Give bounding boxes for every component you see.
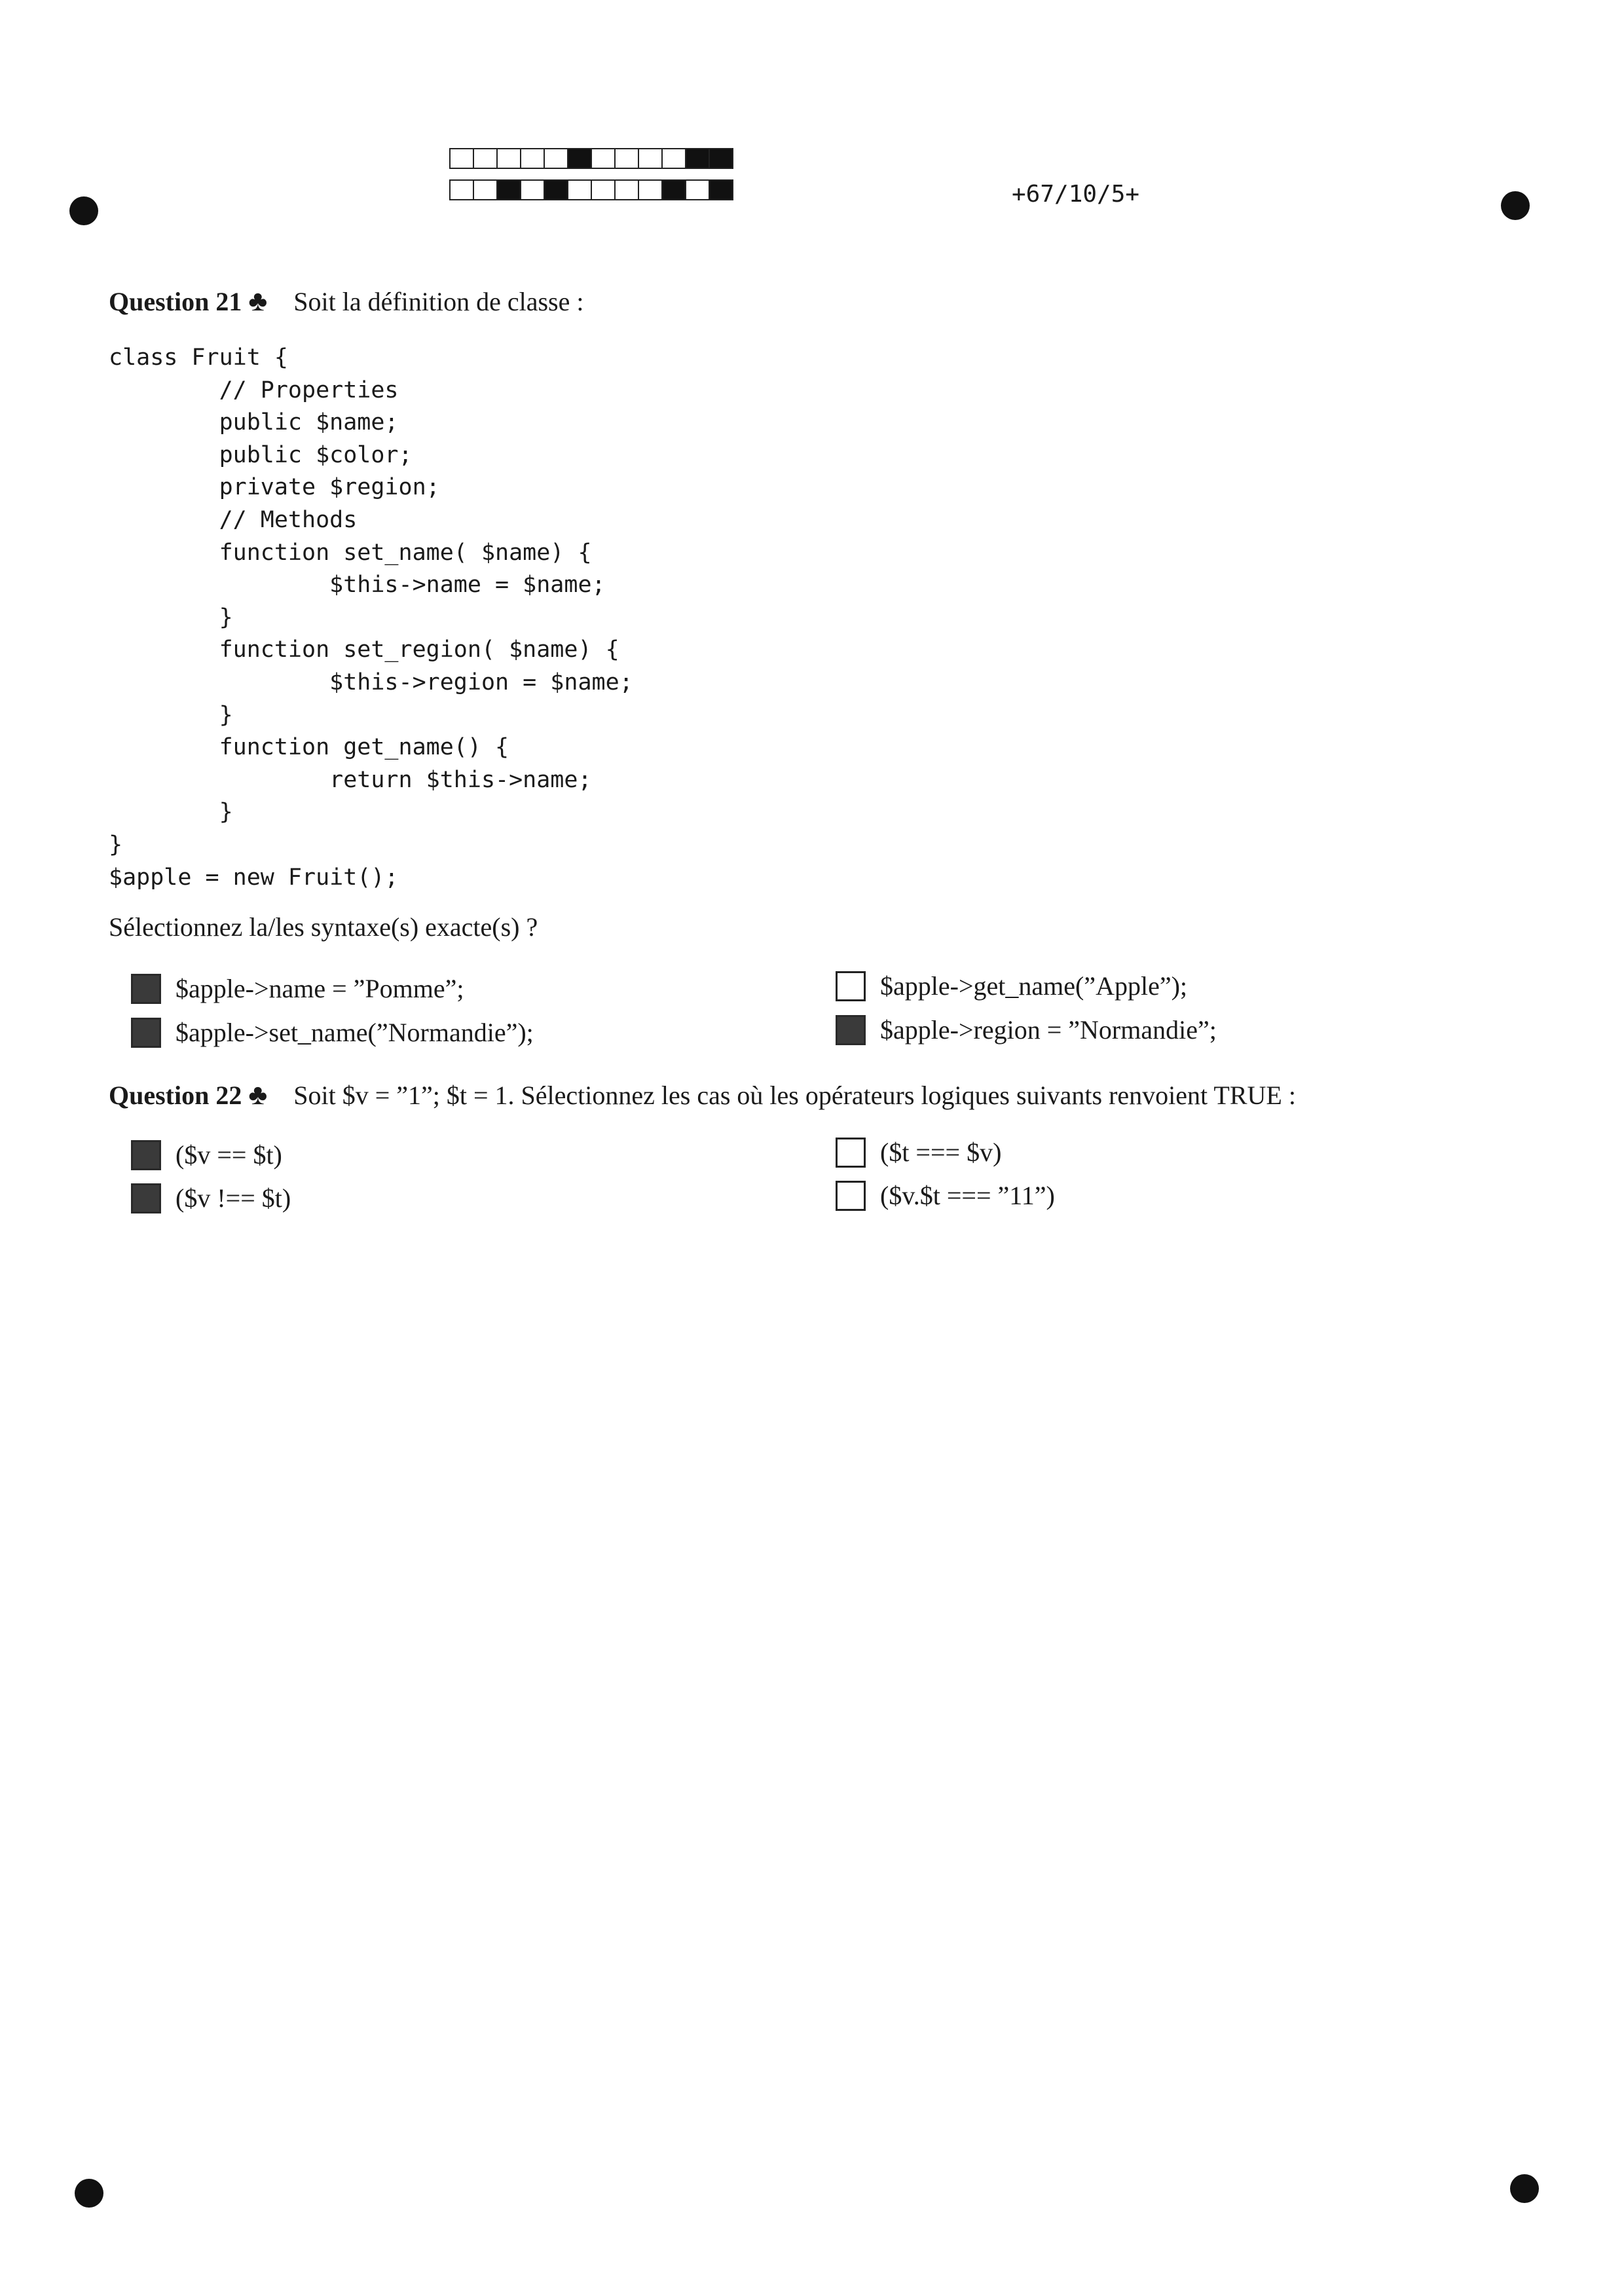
question-21-header — [109, 284, 583, 318]
id-code-cell — [638, 148, 663, 169]
option-label: $apple->name = ”Pomme”; — [175, 974, 464, 1003]
id-code-cell — [709, 148, 733, 169]
checkbox[interactable] — [836, 1015, 866, 1045]
option-label: $apple->set_name(”Normandie”); — [175, 1018, 534, 1047]
id-code-cell — [614, 148, 639, 169]
checkbox[interactable] — [836, 1138, 866, 1168]
answer-option[interactable] — [836, 1180, 1055, 1211]
id-code-cell — [496, 179, 521, 200]
id-code-cell — [496, 148, 521, 169]
answer-option[interactable] — [131, 1183, 291, 1213]
question-prompt: Sélectionnez la/les syntaxe(s) exacte(s) ? — [109, 912, 538, 942]
answer-option[interactable] — [131, 973, 464, 1004]
checkbox[interactable] — [131, 1140, 161, 1170]
id-code-cell — [591, 179, 616, 200]
id-code-row — [451, 179, 733, 202]
id-code-cell — [685, 179, 710, 200]
checkbox[interactable] — [836, 1181, 866, 1211]
id-code-cell — [473, 179, 498, 200]
id-code-cell — [449, 148, 474, 169]
club-icon: ♣ — [248, 285, 268, 317]
id-code-cell — [591, 148, 616, 169]
id-code-cell — [544, 148, 568, 169]
id-code-cell — [567, 148, 592, 169]
checkbox[interactable] — [131, 974, 161, 1004]
question-title: Question 21 — [109, 287, 242, 316]
id-code-cell — [661, 148, 686, 169]
option-label: $apple->region = ”Normandie”; — [880, 1015, 1217, 1045]
id-code-cell — [638, 179, 663, 200]
answer-option[interactable] — [836, 1014, 1217, 1045]
question-intro: Soit $v = ”1”; $t = 1. Sélectionnez les cas où les opérateurs logiques suivants renvoient TRUE : — [293, 1081, 1296, 1110]
id-code-cell — [520, 179, 545, 200]
id-code-cell — [661, 179, 686, 200]
id-code-cell — [520, 148, 545, 169]
id-code-cell — [567, 179, 592, 200]
checkbox[interactable] — [131, 1018, 161, 1048]
id-code-cell — [614, 179, 639, 200]
answer-option[interactable] — [131, 1139, 282, 1170]
option-label: ($t === $v) — [880, 1138, 1002, 1167]
registration-dot-bottom-right — [1510, 2174, 1539, 2203]
id-code-cell — [544, 179, 568, 200]
page-code: +67/10/5+ — [1012, 181, 1140, 208]
checkbox[interactable] — [836, 971, 866, 1001]
answer-option[interactable] — [836, 1137, 1001, 1168]
registration-dot-top-left — [69, 196, 98, 225]
option-label: ($v == $t) — [175, 1140, 282, 1170]
answer-option[interactable] — [131, 1017, 534, 1048]
registration-dot-bottom-left — [75, 2179, 103, 2208]
option-label: ($v !== $t) — [175, 1183, 291, 1213]
code-block: class Fruit { // Properties public $name; public $color; private $region; // Methods function set_name( $name) { $this->name = $name; } function set_region( $name) { $this->region = $name; } function get_name() { return $this->name; } } $apple = new Fruit(); — [109, 344, 633, 891]
id-code-cell — [449, 179, 474, 200]
option-label: ($v.$t === ”11”) — [880, 1181, 1055, 1210]
question-title: Question 22 — [109, 1081, 242, 1110]
club-icon: ♣ — [248, 1079, 268, 1111]
id-code-cell — [473, 148, 498, 169]
question-22-header — [109, 1078, 1296, 1111]
question-intro: Soit la définition de classe : — [293, 287, 584, 316]
registration-dot-top-right — [1501, 191, 1530, 220]
answer-option[interactable] — [836, 971, 1187, 1001]
id-code-row — [451, 148, 733, 170]
option-label: $apple->get_name(”Apple”); — [880, 971, 1188, 1001]
id-code-cell — [709, 179, 733, 200]
id-code-cell — [685, 148, 710, 169]
checkbox[interactable] — [131, 1183, 161, 1213]
